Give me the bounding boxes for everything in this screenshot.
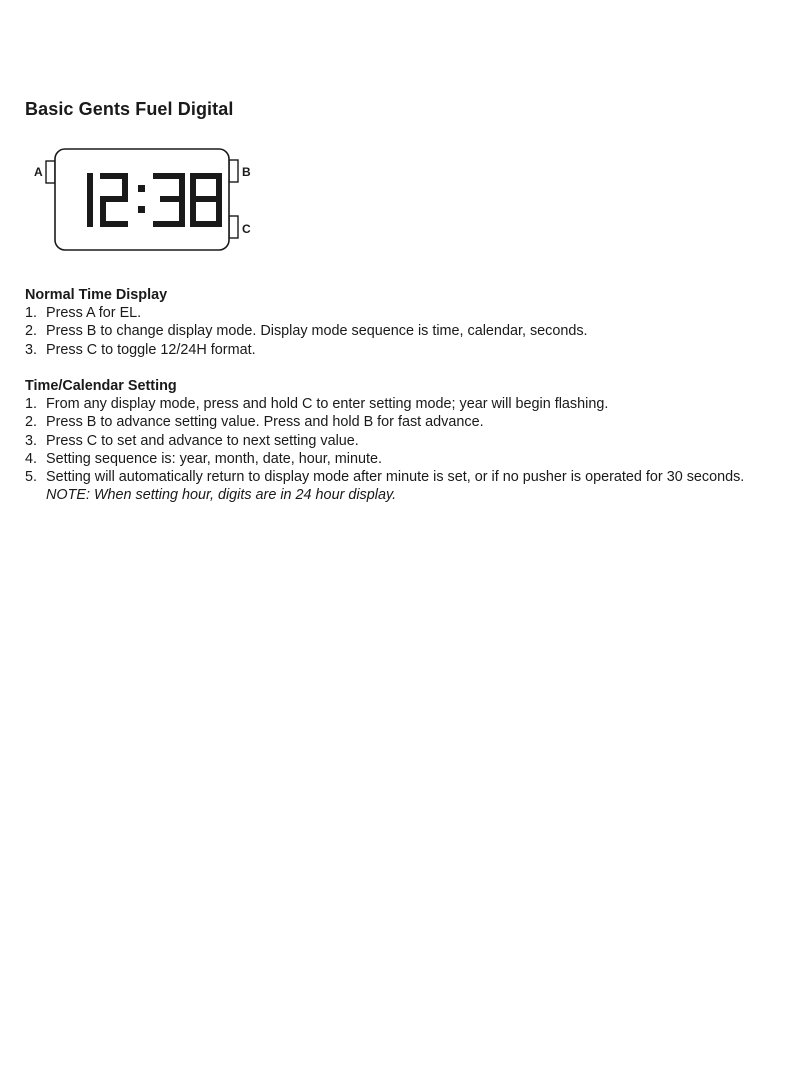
section-normal-time-display: [25, 286, 800, 359]
item-text: Press C to set and advance to next setting value.: [46, 432, 359, 449]
pusher-b: [229, 160, 238, 182]
item-number: 3.: [25, 432, 38, 449]
item-number: 3.: [25, 341, 38, 358]
list-item: [25, 450, 800, 468]
list-item: [25, 432, 800, 450]
item-text: Setting sequence is: year, month, date, hour, minute.: [46, 450, 382, 467]
item-number: 2.: [25, 414, 38, 431]
item-text: Setting will automatically return to display mode after minute is set, or if no pusher is operated for 30 seconds.: [46, 469, 745, 486]
instruction-list: [25, 395, 800, 486]
button-b-label: B: [242, 165, 251, 179]
list-item: [25, 413, 800, 431]
watch-diagram: [30, 144, 260, 256]
item-number: 2.: [25, 323, 38, 340]
item-text: Press B to advance setting value. Press and hold B for fast advance.: [46, 414, 484, 431]
item-text: Press C to toggle 12/24H format.: [46, 341, 256, 358]
list-item: [25, 395, 800, 413]
button-a-label: A: [34, 165, 43, 179]
list-item: [25, 322, 800, 340]
section-heading: Time/Calendar Setting: [25, 378, 177, 394]
setting-note: NOTE: When setting hour, digits are in 24 hour display.: [46, 487, 397, 504]
page-title: Basic Gents Fuel Digital: [25, 99, 234, 119]
item-number: 1.: [25, 396, 38, 413]
list-item: [25, 468, 800, 486]
instruction-list: [25, 304, 800, 359]
list-item: [25, 304, 800, 322]
pusher-c: [229, 216, 238, 238]
item-text: From any display mode, press and hold C to enter setting mode; year will begin flashing.: [46, 396, 609, 413]
item-number: 5.: [25, 469, 38, 486]
section-time-calendar-setting: [25, 377, 800, 504]
section-heading: Normal Time Display: [25, 287, 168, 303]
item-text: Press B to change display mode. Display mode sequence is time, calendar, seconds.: [46, 323, 588, 340]
watch-illustration: [30, 144, 260, 256]
button-c-label: C: [242, 222, 251, 236]
pusher-a: [46, 161, 55, 183]
item-text: Press A for EL.: [46, 305, 142, 322]
item-number: 1.: [25, 305, 38, 322]
list-item: [25, 341, 800, 359]
item-number: 4.: [25, 450, 38, 467]
